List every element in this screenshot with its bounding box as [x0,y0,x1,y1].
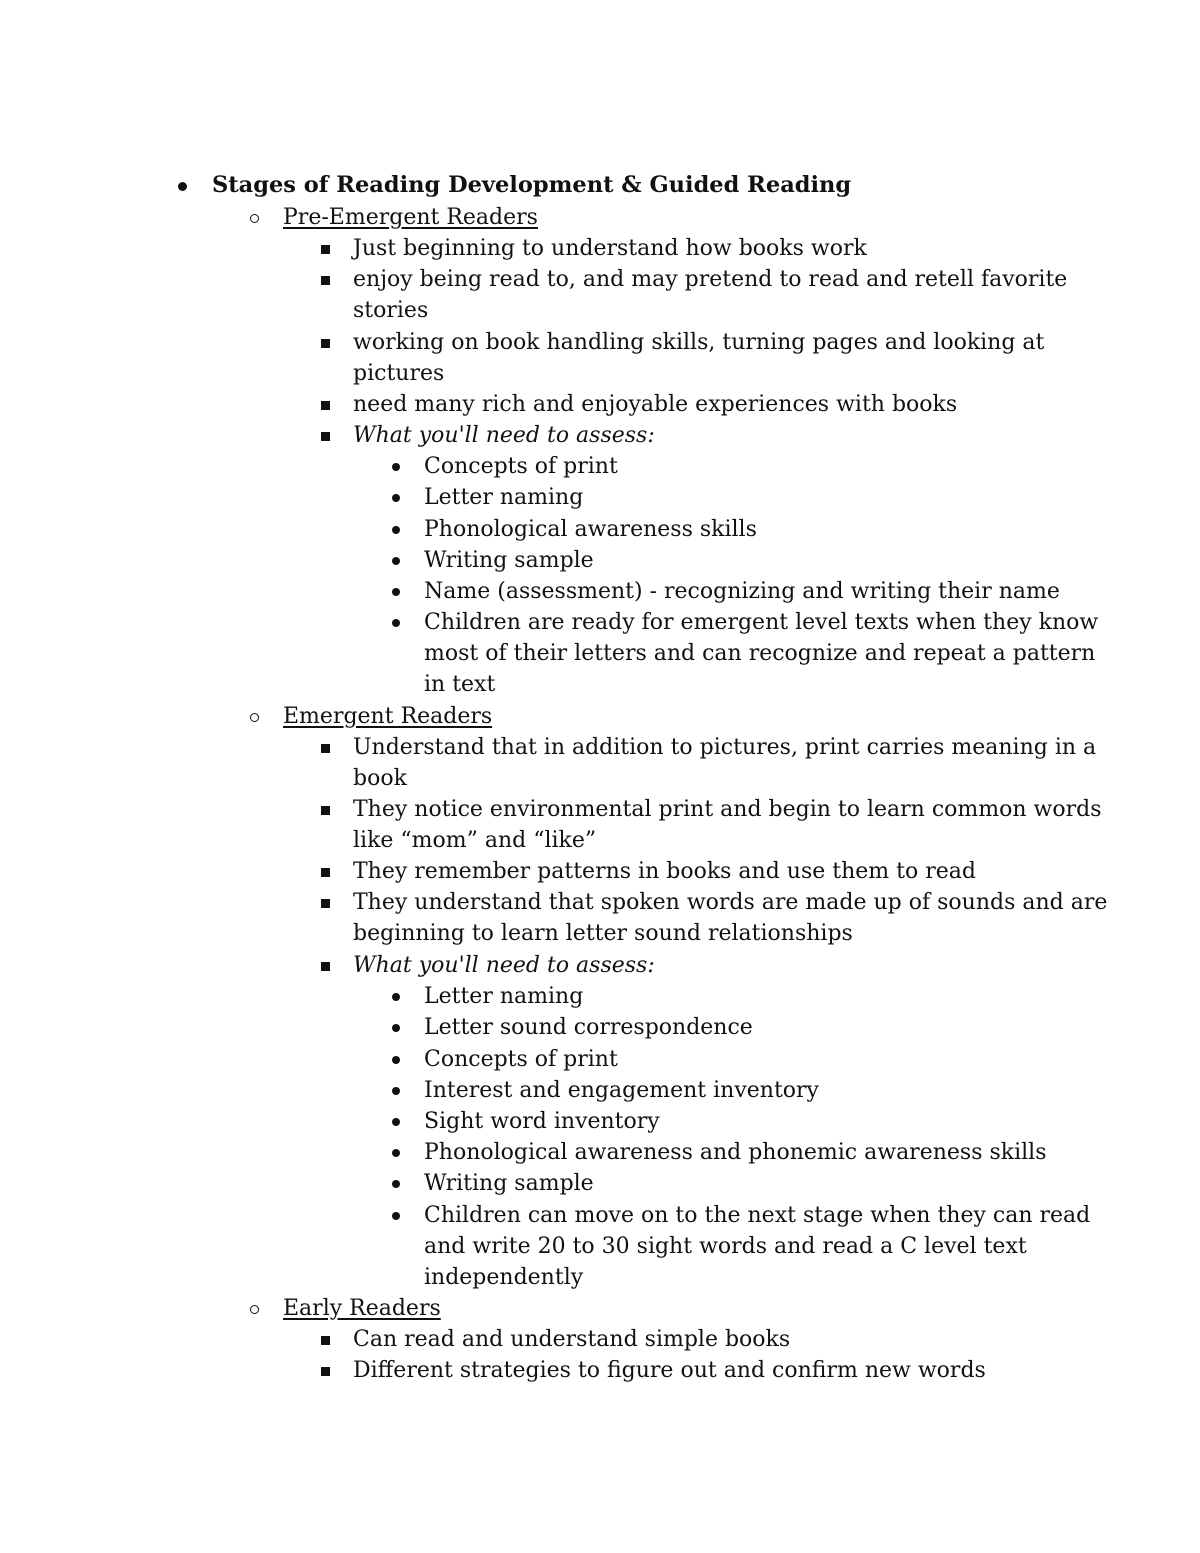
bullet-dot-icon [392,1024,400,1032]
assess-item: Writing sample [424,1171,594,1196]
section-heading-early [283,1293,441,1324]
bullet-dot-icon [392,588,400,596]
bullet-dot-icon [392,1118,400,1126]
assess-label: What you'll need to assess: [353,423,655,448]
list-item: Can read and understand simple books [353,1327,791,1352]
list-item: enjoy being read to, and may pretend to read and retell favorite [353,267,1068,292]
bullet-square-icon [321,245,330,254]
assess-item: Letter naming [424,485,584,510]
bullet-dot-icon [392,494,400,502]
bullet-dot-icon [392,463,400,471]
bullet-square-icon [321,806,330,815]
bullet-dot-icon [392,557,400,565]
bullet-square-icon [321,276,330,285]
list-item: Just beginning to understand how books work [353,236,867,261]
assess-item-continuation: in text [424,672,496,697]
assess-item-continuation: and write 20 to 30 sight words and read a C level text [424,1234,1027,1259]
bullet-dot-icon [392,1180,400,1188]
bullet-square-icon [321,1336,330,1345]
bullet-circle-icon [250,214,259,223]
list-item: Understand that in addition to pictures, print carries meaning in a [353,735,1097,760]
bullet-square-icon [321,432,330,441]
bullet-dot-icon [392,619,400,627]
assess-item: Children are ready for emergent level texts when they know [424,610,1099,635]
bullet-square-icon [321,868,330,877]
list-item-continuation: beginning to learn letter sound relationships [353,921,853,946]
bullet-square-icon [321,962,330,971]
bullet-square-icon [321,339,330,348]
bullet-dot-icon [392,526,400,534]
list-item-continuation: book [353,766,407,791]
section-heading-text: Early Readers [283,1296,441,1321]
section-heading-emergent [283,701,492,732]
document-title: Stages of Reading Development & Guided Reading [212,172,852,198]
section-heading-text: Pre-Emergent Readers [283,205,538,230]
list-item: They remember patterns in books and use them to read [353,859,976,884]
bullet-circle-icon [250,713,259,722]
assess-item: Writing sample [424,548,594,573]
assess-label: What you'll need to assess: [353,953,655,978]
assess-item: Interest and engagement inventory [424,1078,819,1103]
bullet-dot-icon [392,1087,400,1095]
assess-item: Children can move on to the next stage when they can read [424,1203,1091,1228]
list-item: They understand that spoken words are made up of sounds and are [353,890,1108,915]
bullet-square-icon [321,899,330,908]
bullet-square-icon [321,1367,330,1376]
bullet-square-icon [321,744,330,753]
list-item: They notice environmental print and begin to learn common words [353,797,1102,822]
assess-item: Phonological awareness skills [424,517,757,542]
assess-item-continuation: most of their letters and can recognize and repeat a pattern [424,641,1096,666]
bullet-dot-icon [392,1149,400,1157]
bullet-dot-icon [392,1056,400,1064]
list-item: need many rich and enjoyable experiences with books [353,392,958,417]
section-heading-pre-emergent [283,202,538,233]
assess-item: Letter naming [424,984,584,1009]
assess-item: Letter sound correspondence [424,1015,753,1040]
list-item: Different strategies to figure out and confirm new words [353,1358,986,1383]
bullet-dot-icon [392,993,400,1001]
bullet-dot-icon [392,1212,400,1220]
bullet-circle-icon [250,1305,259,1314]
assess-item-continuation: independently [424,1265,584,1290]
assess-item: Sight word inventory [424,1109,660,1134]
list-item: working on book handling skills, turning pages and looking at [353,330,1045,355]
list-item-continuation: like “mom” and “like” [353,828,597,853]
assess-item: Phonological awareness and phonemic awareness skills [424,1140,1047,1165]
list-item-continuation: pictures [353,361,445,386]
bullet-square-icon [321,401,330,410]
assess-item: Name (assessment) - recognizing and writing their name [424,579,1060,604]
bullet-dot-icon [178,182,187,191]
assess-item: Concepts of print [424,1047,618,1072]
assess-item: Concepts of print [424,454,618,479]
section-heading-text: Emergent Readers [283,704,493,729]
list-item-continuation: stories [353,298,429,323]
